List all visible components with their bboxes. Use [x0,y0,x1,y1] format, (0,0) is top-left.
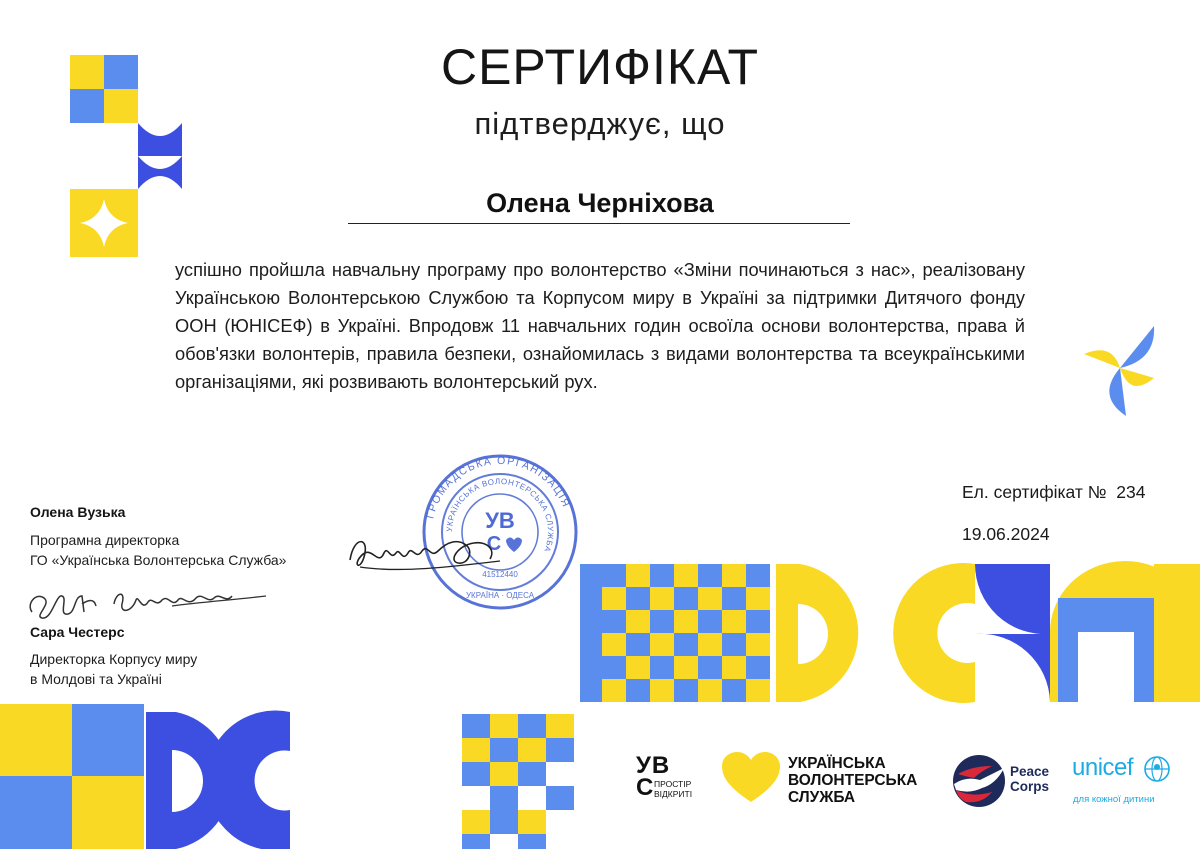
certificate-date: 19.06.2024 [962,524,1050,544]
uvs-letters: УВ [636,752,671,779]
signature-icon [340,515,510,590]
svg-text:С: С [486,533,502,555]
signatory-1-name: Олена Вузька [30,504,126,520]
certificate-subtitle: підтверджує, що [474,106,726,141]
unicef-wordmark: unicef [1072,754,1134,781]
name-underline [348,223,850,224]
certificate-number-value: 234 [1116,482,1146,502]
signature-icon [22,574,272,624]
stamp-outer-text: ГРОМАДСЬКА ОРГАНІЗАЦІЯ [424,454,573,521]
certificate-number [962,482,1146,503]
dove-icon [952,754,1006,808]
uvs-logo-small [636,752,716,802]
uvs-full-line-1: УКРАЇНСЬКА [788,755,886,772]
stamp-inner-text: УКРАЇНСЬКА ВОЛОНТЕРСЬКА СЛУЖБА [444,476,556,554]
uvs-full-line-3: СЛУЖБА [788,789,856,806]
signatory-1-role-1: Програмна директорка [30,532,180,548]
uvs-logo-full [788,755,917,806]
signatory-2-role-1: Директорка Корпусу миру [30,651,198,667]
signatory-2-name: Сара Честерс [30,624,125,640]
peace-corps-line-2: Corps [1010,779,1050,794]
unicef-tagline: для кожної дитини [1073,794,1155,805]
signatory-2-role-2: в Молдові та Україні [30,671,162,687]
pinwheel-icon [1082,322,1158,418]
stamp-code: 41512440 [482,570,518,579]
certificate-body: успішно пройшла навчальну програму про волонтерство «Зміни починаються з нас», реалізовану Українською Волонтерською Службою та Корпусом миру в Україні за підтримки Дитячого фонду ООН (ЮНІСЕФ) в Україні. Впродовж 11 навчальних годин освоїла основи волонтерства, права й обов'язки волонтерів, правила безпеки, ознайомилась з видами волонтерства та всеукраїнськими організаціями, які розвивають волонтерський рух. [175,259,1025,392]
uvs-caption-2: ВІДКРИТІ [654,789,693,799]
peace-corps-line-1: Peace [1010,764,1050,779]
certificate-number-label: Ел. сертифікат № [962,482,1107,502]
uvs-full-line-2: ВОЛОНТЕРСЬКА [788,772,918,789]
certificate-title: СЕРТИФІКАТ [440,39,760,95]
peace-corps-logo [1010,764,1049,794]
svg-text:УВ: УВ [485,508,515,533]
recipient-name: Олена Черніхова [486,188,714,218]
heart-icon [722,752,780,804]
signatory-1-role-2: ГО «Українська Волонтерська Служба» [30,552,287,568]
globe-icon [1144,756,1170,782]
bottom-left-pattern [0,704,580,849]
uvs-caption-1: ПРОСТІР [654,779,692,789]
uvs-letter-c: С [636,774,654,801]
bottom-right-pattern [580,560,1200,706]
stamp-city: УКРАЇНА · ОДЕСА [465,591,535,600]
